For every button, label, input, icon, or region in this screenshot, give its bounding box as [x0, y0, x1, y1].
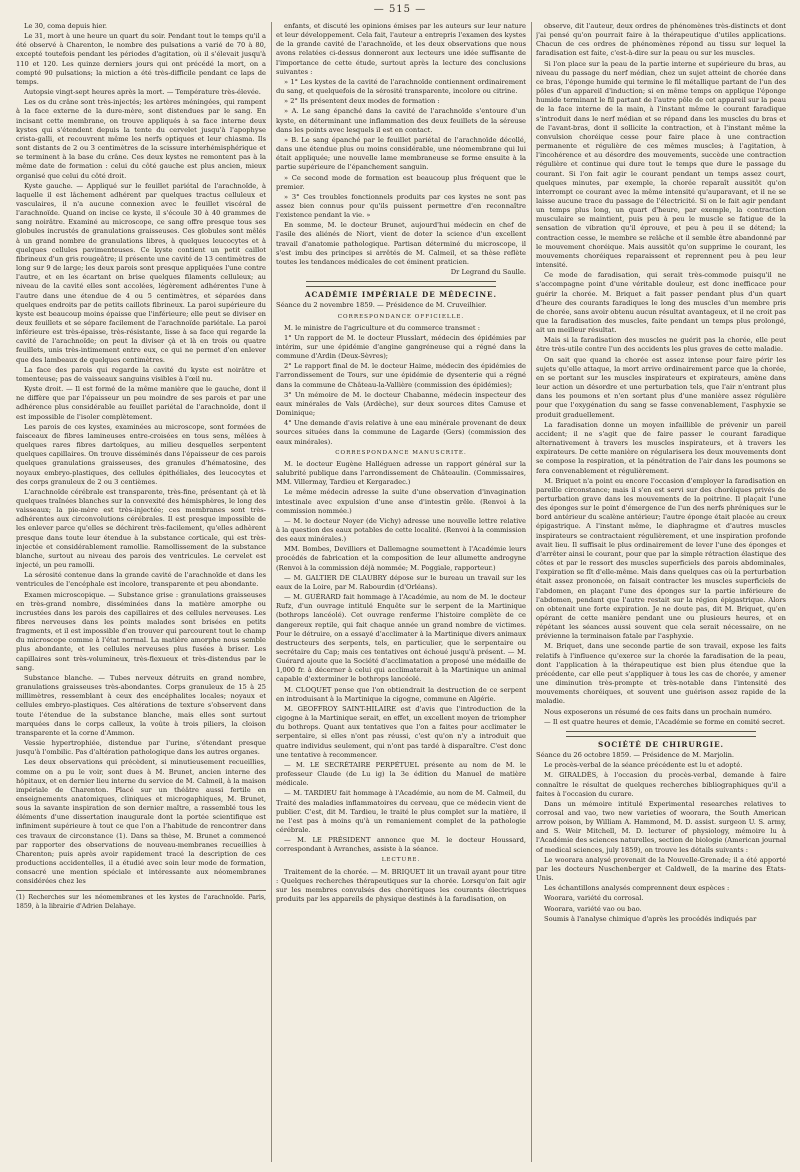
official-correspondence-body	[276, 324, 526, 447]
paragraph: Les os du crâne sont très-injectés; les artères méningées, qui rampent à la face externe de la dure-mère, sont distendues par le sang. En incisant cette membrane, on trouve appliqués à sa face interne deux kystes qui s'étendent depuis la tente du cervelet jusqu'à l'apophyse crista-galli, et recouvrent même les nerfs optiques et leur chiasma. Ils sont distants de 2 ou 3 centimètres de la scissure interhémisphérique et se terminent à la base du crâne. Ces deux kystes ne remontent pas à la même date de formation : celui du côté gauche est plus ancien, mieux organisé que celui du côté droit.	[16, 98, 266, 180]
paragraph: MM. Bombes, Devilliers et Dallemagne soumettent à l'Académie leurs procédés de fabrication et la composition de leur allumette androgyne (Renvoi à la commission déjà nommée; M. Poggiale, rapporteur.)	[276, 545, 526, 572]
paragraph: Le 30, coma depuis hier.	[24, 22, 108, 30]
column-left-body	[16, 22, 266, 887]
paragraph: 4° Une demande d'avis relative à une eau minérale provenant de deux sources situées dans la commune de Lagarde (Gers) (commission des eaux minérales).	[276, 419, 526, 446]
paragraph: En somme, M. le docteur Brunet, aujourd'hui médecin en chef de l'asile des aliénés de Niort, vient de doter la science d'un excellent travail d'anatomie pathologique. Partisan déterminé du microscope, il s'est imbu des principes si arrêtés de M. Calmeil, et sa thèse reflète toutes les tendances médicales de cet éminent praticien.	[276, 221, 526, 266]
paragraph: Le woorara analysé provenait de la Nouvelle-Grenade; il a été apporté par les docteurs Nuschenberger et Caldwell, de la marine des États-Unis.	[536, 855, 786, 883]
paragraph: Autopsie vingt-sept heures après la mort. — Température très-élevée.	[24, 88, 261, 97]
paragraph: » Ce second mode de formation est beaucoup plus fréquent que le premier.	[276, 173, 526, 191]
paragraph: Mais si la faradisation des muscles ne guérit pas la chorée, elle peut être très-utile contre l'un des accidents les plus graves de cette maladie.	[536, 336, 786, 354]
paragraph: M. le ministre de l'agriculture et du commerce transmet :	[284, 323, 480, 332]
paragraph: — M. LE SECRÉTAIRE PERPÉTUEL présente au nom de M. le professeur Claude (de Lu ig) la 3e édition du Manuel de matière médicale.	[276, 760, 526, 788]
paragraph: Substance blanche. — Tubes nerveux détruits en grand nombre, granulations graisseuses très-abondantes. Corps granuleux de 15 à 25 millimètres, ressemblant à ceux des encéphalites locales; noyaux et cellules embryo-plastiques. Ces altérations de texture s'observent dans toute l'étendue de la substance blanche, mais elles sont surtout marquées dans le corps calleux, la voûte à trois piliers, la cloison transparente et la corne d'Ammon.	[16, 673, 266, 737]
paragraph: — M. TARDIEU fait hommage à l'Académie, au nom de M. Calmeil, du Traité des maladies inflammatoires du cerveau, que ce médecin vient de publier. C'est, dit M. Tardieu, le traité le plus complet sur la matière, il ne l'est pas à moins qu'à un remaniement complet de la pathologie cérébrale.	[276, 789, 526, 834]
paragraph: Soumis à l'analyse chimique d'après les procédés indiqués par	[544, 914, 757, 923]
manuscript-correspondence-body	[276, 460, 526, 855]
paragraph: Woorara, variété vao ou bao.	[544, 904, 642, 913]
paragraph: Ce mode de faradisation, qui serait très-commode puisqu'il ne s'accompagne point d'une véritable douleur, est donc inefficace pour guérir la chorée. M. Briquet a fait passer pendant plus d'un quart d'heure des courants faradiques le long des muscles d'un membre pris de chorée, sans avoir obtenu aucun résultat avantageux, et il ne croit pas que la faradisation des muscles, faite pendant un temps plus prolongé, ait un meilleur résultat.	[536, 271, 786, 335]
column-middle	[276, 22, 526, 1167]
paragraph: 3° Un mémoire de M. le docteur Chabanne, médecin inspecteur des eaux minérales de Vals (Ardèche), sur deux sources dites Camuse et Dominique;	[276, 390, 526, 418]
paragraph: Woorara, variété du corrosal.	[544, 894, 644, 903]
paragraph: L'arachnoïde cérébrale est transparente, très-fine, présentant çà et là quelques traînées blanches sur la convexité des hémisphères, le long des vaisseaux; la pie-mère est très-injectée; ces membranes sont très-adhérentes aux circonvolutions cérébrales. Il est presque impossible de les enlever parce qu'elles se déchirent très-facilement, qu'elles adhèrent presque dans toute leur étendue à la substance corticale, qui est très-injectée et considérablement ramollie. Ramollissement de la substance blanche, surtout au niveau des parois des ventricules. Le cervelet est injecté, un peu ramolli.	[16, 487, 266, 570]
manuscript-correspondence-heading: CORRESPONDANCE MANUSCRITE.	[335, 449, 467, 456]
paragraph: Kyste gauche. — Appliqué sur le feuillet pariétal de l'arachnoïde, à laquelle il est lâchement adhérent par quelques tractus celluleux et vasculaires, il n'a aucune connexion avec le feuillet viscéral de l'arachnoïde. Quand on incise ce kyste, il s'écoule 30 à 40 grammes de sang noirâtre. Examiné au microscope, ce sang offre presque tous ses globules incrustés de granulations graisseuses. Ces globules sont mêlés à un grand nombre de granulations libres, à quelques leucocytes et à quelques cellules pavimenteuses. Ce kyste contient un petit caillot fibrineux d'un gris rougeâtre; il présente une cavité de 13 centimètres de long sur 9 de large; les deux parois sont presque appliquées l'une contre l'autre, et en les écartant on brise quelques filaments celluleux; au niveau de la cavité elles sont accolées, légèrement adhérentes l'une à l'autre dans une étendue de 4 ou 5 centimètres, et séparées dans quelques endroits par de petits caillots fibrineux. La paroi supérieure du kyste est beaucoup moins épaisse que l'inférieure; elle peut se diviser en deux feuillets et se sépare facilement de l'arachnoïde pariétale. La paroi inférieure est très-épaisse, très-résistante, lisse à sa face qui regarde la cavité de l'arachnoïde; on peut la diviser çà et là en trois ou quatre feuillets, unis très-intimement entre eux, ce qui ne permet d'en enlever que des lambeaux de quelques centimètres.	[16, 181, 266, 364]
paragraph: observe, dit l'auteur, deux ordres de phénomènes très-distincts et dont j'ai pensé qu'on pourrait faire à la thérapeutique d'utiles applications. Chacun de ces ordres de phénomènes répond au tissu sur lequel la faradisation est faite, c'est-à-dire sur la peau ou sur les muscles.	[536, 22, 786, 58]
lecture-heading: LECTURE.	[381, 857, 421, 864]
footnote: (1) Recherches sur les néomembranes et les kystes de l'arachnoïde. Paris, 1859, à la librairie d'Adrien Delahaye.	[16, 890, 266, 911]
surgery-society-body	[536, 761, 786, 924]
paragraph: Les deux observations qui précèdent, si minutieusement recueillies, comme on a pu le voir, sont dues à M. Brunet, ancien interne des hôpitaux, et en dernier lieu interne du service de M. Calmeil, à la maison impériale de Charenton. Placé sur un théâtre aussi fertile en enseignements anatomiques, cliniques et microgaphiques, M. Brunet, sous la savante inspiration de son dernier maître, a rassemblé tous les éléments d'une dissertation inaugurale dont la portée scientifique est infiniment supérieure à tout ce que l'on a l'habitude de rencontrer dans ces travaux de circonstance (1). Dans sa thèse, M. Brunet a commencé par rapporter des observations de nouveau-membranes recueillies à Charenton; puis après avoir rapidement tracé la description de ces productions accidentelles, il a étudié avec soin leur mode de formation, consacré une mention spéciale et intéressante aux néomembranes considérées chez les	[16, 758, 266, 886]
surgery-society-heading: SOCIÉTÉ DE CHIRURGIE.	[597, 739, 725, 749]
paragraph: Vessie hypertrophiée, distendue par l'urine, s'étendant presque jusqu'à l'ombilic. Pas d'altération pathologique dans les autres organes.	[16, 739, 266, 757]
paragraph: Kyste droit. — Il est formé de la même manière que le gauche, dont il ne diffère que par l'épaisseur un peu moindre de ses parois et par une adhérence plus considérable au feuillet pariétal de l'arachnoïde, dont il est impossible de l'isoler complètement.	[16, 385, 266, 421]
surgery-session-line: Séance du 26 octobre 1859. — Présidence de M. Marjolin.	[536, 751, 735, 760]
paragraph: — M. GALTIER DE CLAUBRY dépose sur le bureau un travail sur les eaux de la Loire, par M. Rabourdin (d'Orléans).	[276, 573, 526, 591]
paragraph: M. GEOFFROY SAINT-HILAIRE est d'avis que l'introduction de la cigogne à la Martinique serait, en effet, un excellent moyen de triompher du bothrops. Quant aux tentatives que l'on a faites pour acclimater le serpentaire, si elles n'ont pas réussi, c'est qu'on n'y a introduit que quatre individus seulement, qui n'ont pas tardé à disparaître. C'est donc une tentative à recommencer.	[276, 704, 526, 759]
paragraph: — Il est quatre heures et demie, l'Académie se forme en comité secret.	[544, 717, 785, 726]
paragraph: La sérosité contenue dans la grande cavité de l'arachnoïde et dans les ventricules de l'encéphale est incolore, transparente et peu abondante.	[16, 571, 266, 589]
column-left	[16, 22, 266, 1167]
paragraph: Le même médecin adresse la suite d'une observation d'invagination intestinale avec expulsion d'une anse d'intestin grêle. (Renvoi à la commission nommée.)	[276, 488, 526, 515]
paragraph: M. CLOQUET pense que l'on obtiendrait la destruction de ce serpent en introduisant à la Martinique la cigogne, commune en Algérie.	[276, 685, 526, 703]
paragraph: Le procès-verbal de la séance précédente est lu et adopté.	[544, 761, 743, 770]
paragraph: Examen microscopique. — Substance grise : granulations graisseuses en très-grand nombre, disséminées dans la matière amorphe ou incrustées dans les parois des capillaires et des cellules nerveuses. Les fibres nerveuses dans les points malades sont brisées en petits fragments, et il est impossible d'en trouver qui parcourent tout le champ du microscope comme à l'état normal. La matière amorphe nous semble plus abondante, et les cellules nerveuses plus fusées à briser. Les capillaires sont très-volumineux, très-flexueux et très-distendus par le sang.	[16, 590, 266, 672]
paragraph: — M. GUÉRARD fait hommage à l'Académie, au nom de M. le docteur Rufz, d'un ouvrage intitulé Enquête sur le serpent de la Martinique (bothrops lancéolé). Cet ouvrage renferme l'histoire complète de ce dangereux reptile, qui fait chaque année un grand nombre de victimes. Pour le détruire, on a essayé d'acclimater à la Martinique divers animaux destructeurs des serpents, tels, en particulier, que le serpentaire ou secrétaire du Cap; mais ces tentatives ont échoué jusqu'à présent. — M. Guérard ajoute que la Société d'acclimatation a proposé une médaille de 1,000 fr. à décerner à celui qui acclimaterait à la Martinique un animal capable d'exterminer le bothrops lancéolé.	[276, 593, 526, 684]
section-ornament	[306, 281, 496, 287]
paragraph: » 3° Ces troubles fonctionnels produits par ces kystes ne sont pas assez bien connus pour qu'ils puissent permettre d'en reconnaître l'existence pendant la vie. »	[276, 192, 526, 220]
lecture-text: Traitement de la chorée. — M. BRIQUET lit un travail ayant pour titre : Quelques recherches thérapeutiques sur la chorée. Lorsqu'on fait agir sur les membres convulsés des chorétiques les courants électriques produits par les appareils de physique destinés à la faradisation, on	[276, 867, 526, 904]
paragraph: » 1° Les kystes de la cavité de l'arachnoïde contiennent ordinairement du sang, et quelquefois de la sérosité transparente, incolore ou citrine.	[276, 77, 526, 96]
column-right	[536, 22, 786, 1167]
paragraph: On sait que quand la chorée est assez intense pour faire périr les sujets qu'elle attaque, la mort arrive ordinairement parce que la chorée, en se portant sur les muscles inspirateurs et expirateurs, amène dans leur action un désordre et une perturbation tels, que l'air n'entrant plus dans les poumons et n'en sortant plus d'une manière assez régulière pour que l'oxygénation du sang se fasse convenablement, l'asphyxie se produit graduellement.	[536, 355, 786, 419]
paragraph: 1° Un rapport de M. le docteur Plusslart, médecin des épidémies par intérim, sur une épidémie d'angine gangréneuse qui a régné dans la commune d'Ardin (Deux-Sèvres);	[276, 333, 526, 361]
paragraph: » B. Le sang épanché par le feuillet pariétal de l'arachnoïde décollé, dans une étendue plus ou moins considérable, une néomembrane qui lui était appliquée; une nouvelle lame membraneuse se forme ensuite à la partie supérieure de l'épanchement sanguin.	[276, 135, 526, 172]
paragraph: 2° Le rapport final de M. le docteur Haime, médecin des épidémies de l'arrondissement de Tours, sur une épidémie de dysenterie qui a régné dans la commune de Château-la-Vallière (commission des épidémies);	[276, 362, 526, 389]
paragraph: M. le docteur Eugène Halléguen adresse un rapport général sur la salubrité publique dans l'arrondissement de Châteaulin. (Commissaires, MM. Villermay, Tardieu et Kergaradec.)	[276, 459, 526, 487]
paragraph: Si l'on place sur la peau de la partie interne et supérieure du bras, au niveau du passage du nerf médian, chez un sujet atteint de chorée dans ce bras, l'éponge humide qui termine le fil métallique partant de l'un des pôles d'un appareil d'induction; si en même temps on applique l'éponge humide terminant le fil partant de l'autre pôle de cet appareil sur la peau de la face interne de la main, à l'instant même le courant faradique s'introduit dans le nerf médian et se répand dans les muscles du bras et de l'avant-bras, dont il sollicite la contraction, et à l'instant même la convulsion choréique cesse pour faire place à une contraction permanente et régulière de ces mêmes muscles; à l'agitation, à l'incohérence et au désordre des mouvements, succède une contraction régulière et continue qui dure tout le temps que dure le passage du courant. Si l'on fait agir le courant pendant un temps assez court, quelques minutes, par exemple, la chorée reparaît aussitôt qu'on interrompt ce courant avec la même intensité qu'auparavant, et il ne se laisse aucune trace du passage de l'électricité. Si on le fait agir pendant un temps plus long, un quart d'heure, par exemple, la contraction musculaire se maintient, puis peu à peu le muscle se fatigue de la sensation de vibration qu'il éprouve, et peu à peu il se détend; la contraction cesse, le membre se relâche et il semble être abandonné par le mouvement choréique. Mais aussitôt qu'on supprime le courant, les mouvements choréiques reparaissent et reprennent peu à peu leur intensité.	[536, 59, 786, 270]
paragraph: La face des parois qui regarde la cavité du kyste est noirâtre et tomenteuse; pas de vaisseaux sanguins visibles à l'œil nu.	[16, 365, 266, 383]
paragraph: La faradisation donne un moyen infaillible de prévenir un pareil accident; il ne s'agit que de faire passer le courant faradique alternativement à travers les muscles inspirateurs, et à travers les expirateurs. De cette manière on régularisera les deux mouvements dont se compose la respiration, et la pénétration de l'air dans les poumons se fera convenablement et régulièrement.	[536, 420, 786, 475]
column-rule	[531, 22, 532, 1162]
official-correspondence-heading: CORRESPONDANCE OFFICIELLE.	[337, 313, 465, 320]
paragraph: Les parois de ces kystes, examinées au microscope, sont formées de faisceaux de fibres lamineuses entre-croisées en tous sens, mêlées à quelques rares fibres dartoïques, au milieu desquelles serpentent quelques capillaires. On trouve disséminés dans l'épaisseur de ces parois quelques granulations graisseuses, des granules d'hématosine, des noyaux embryo-plastiques, des cellules épithéliales, des leucocytes et des corps granuleux de 2 ou 3 centièmes.	[16, 422, 266, 486]
paragraph: — M. le docteur Noyer (de Vichy) adresse une nouvelle lettre relative à la question des eaux potables de cette localité. (Renvoi à la commission des eaux minérales.)	[276, 516, 526, 544]
paragraph: » A. Le sang épanché dans la cavité de l'arachnoïde s'entoure d'un kyste, en déterminant une inflammation des deux feuillets de la séreuse dans les points avec lesquels il est en contact.	[276, 107, 526, 134]
paragraph: Nous exposerons un résumé de ces faits dans un prochain numéro.	[544, 707, 772, 716]
paragraph: M. Briquet n'a point eu encore l'occasion d'employer la faradisation en pareille circonstance; mais il s'en est servi sur des choréiques privés de perturbation grave dans les mouvements de la poitrine. Il plaçait l'une des éponges sur le point d'émergence de l'un des nerfs phréniques sur le bord antérieur du scalène antérieur; l'autre éponge était placée au creux épigastrique. A l'instant même, le diaphragme et d'autres muscles inspirateurs se contractaient régulièrement, et une inspiration profonde avait lieu. Il suffisait le plus ordinairement de lever l'une des éponges et d'arrêter ainsi le courant, pour que par la simple rétraction élastique des côtes et par le ressort des muscles superficiels des parois abdominales, l'expiration se fît d'elle-même. Mais dans quelques cas où la perturbation était assez prononcée, on faisait contracter les muscles superficiels de l'abdomen, en plaçant l'une des éponges sur la partie inférieure de l'abdomen, pendant que l'autre restait sur la région épigastrique. Alors on obtenait une forte expiration. Je ne doute pas, dit M. Briquet, qu'en opérant de cette manière pendant une ou plusieurs heures, et en répétant les séances aussi souvent que cela serait nécessaire, on ne prévienne la terminaison fatale par l'asphyxie.	[536, 476, 786, 641]
section-ornament	[566, 731, 756, 737]
paragraph: enfants, et discuté les opinions émises par les auteurs sur leur nature et leur développement. Cela fait, l'auteur a entrepris l'examen des kystes de la grande cavité de l'arachnoïde, et les deux observations que nous avons relatées ci-dessus donneront aux lecteurs une idée suffisante de l'importance de cette étude, surtout après la lecture des conclusions suivantes :	[276, 22, 526, 76]
column-rule	[271, 22, 272, 1162]
page-number: — 515 —	[373, 4, 427, 15]
paragraph: — M. LE PRÉSIDENT annonce que M. le docteur Houssard, correspondant à Avranches, assiste à la séance.	[276, 836, 526, 854]
thesis-review-body	[276, 22, 526, 267]
paragraph: » 2° Ils présentent deux modes de formation :	[284, 97, 440, 106]
academy-session-line: Séance du 2 novembre 1859. — Présidence de M. Cruveilhier.	[276, 301, 487, 310]
chorea-lecture-body	[536, 22, 786, 727]
paragraph: Dans un mémoire intitulé Experimental researches relatives to corrosal and vao, two new varieties of woorara, the South American arrow poison, by William A. Hammond, M. D. assist. surgeon U. S. army, and S. Weir Mitchell, M. D. lecturer of physiology, mémoire lu à l'Académie des sciences naturelles, section de biologie (American journal of medical sciences, july 1859), on trouve les détails suivants :	[536, 799, 786, 854]
paragraph: M. GIRALDÈS, à l'occasion du procès-verbal, demande à faire connaître le résultat de quelques recherches bibliographiques qu'il a faites à l'occasion du curare.	[536, 771, 786, 798]
academy-heading: ACADÉMIE IMPÉRIALE DE MÉDECINE.	[304, 290, 498, 300]
paragraph: M. Briquet, dans une seconde partie de son travail, expose les faits relatifs à l'influence qu'exerce sur la chorée la faradisation de la peau, dont l'application à la thérapeutique est bien plus étendue que la précédente, car elle peut s'appliquer à tous les cas de chorée, y amener une diminution très-prompte et très-notable dans l'intensité des mouvements choréiques, et souvent une guérison assez rapide de la maladie.	[536, 642, 786, 706]
author-signature: Dr Legrand du Saulle.	[450, 268, 526, 277]
paragraph: Les échantillons analysés comprennent deux espèces :	[544, 884, 730, 893]
paragraph: Le 31, mort à une heure un quart du soir. Pendant tout le temps qu'il a été observé à Charenton, le nombre des pulsations a varié de 70 à 80, excepté toutefois pendant les périodes d'agitation, où il s'élevait jusqu'à 110 et 120. Les quinze derniers jours qui ont précédé la mort, on a compté 90 pulsations; la miction a été très-difficile pendant ce laps de temps.	[16, 32, 266, 86]
